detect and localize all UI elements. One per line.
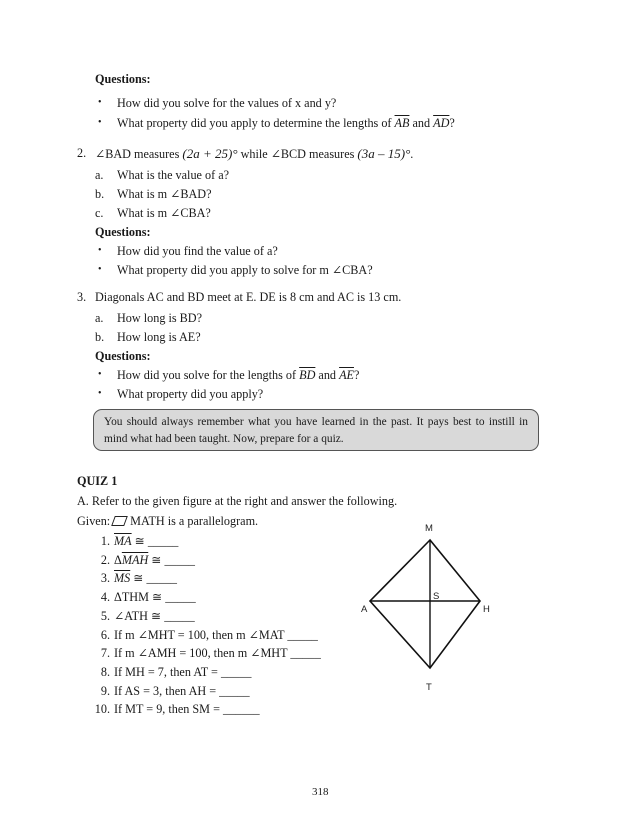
question-bullet: • What property did you apply? [117,387,263,402]
item-text: What is the value of a? [117,168,230,182]
page-number: 318 [312,786,329,798]
quiz-item-number: 6. [100,627,110,642]
quiz-item [84,684,250,699]
quiz-item [84,553,195,568]
reminder-callout: You should always remember what you have learned in the past. It pays best to instill in mind what had been taught. Now, prepare for a quiz. [93,409,539,451]
quiz-item-answer: ≅ _____ [131,534,179,548]
quiz-item-number: 5. [100,608,110,623]
quiz-item [84,609,195,624]
quiz-item-number: 1. [100,534,110,548]
quiz-item-text: If m ∠AMH = 100, then m ∠MHT _____ [114,646,321,661]
vertex-label-m: M [425,523,433,534]
problem-3-statement: Diagonals AC and BD meet at E. DE is 8 cm and AC is 13 cm. [95,290,402,304]
quiz-item-number: 9. [100,683,110,698]
quiz-item-segment: $\overline{MA}$ [114,534,132,548]
item-letter: c. [95,206,104,220]
quiz-item-segment: $\overline{MAH}$ [121,552,149,567]
given-label: Given: [77,514,111,528]
question-text: ? [449,116,455,130]
question-bullet: • How did you solve for the values of x and y? [117,96,336,111]
quiz-title: QUIZ 1 [77,474,118,488]
statement-text: . [410,147,414,161]
question-bullet: • How did you find the value of a? [117,244,278,259]
statement-text: ∠BAD measures [95,147,183,161]
quiz-item-text: If AS = 3, then AH = _____ [114,683,250,698]
question-bullet [117,116,455,131]
quiz-item-number: 3. [100,571,110,586]
problem-2-number: 2. [77,146,87,160]
item-text: How long is AE? [117,330,201,344]
item-letter: a. [95,311,104,325]
quiz-item-number: 10. [94,702,110,717]
segment-ab: $\overline{AB}$ [394,116,410,130]
item-text: What is m ∠CBA? [117,206,211,220]
quiz-item-text: If MT = 9, then SM = ______ [114,702,260,717]
rhombus-outline [370,540,480,668]
quiz-item-number: 4. [100,590,110,605]
quiz-item-number: 8. [100,664,110,679]
questions-heading: Questions: [95,72,151,86]
parallelogram-figure [355,520,505,695]
quiz-item [84,534,178,549]
vertex-label-s: S [433,591,440,602]
problem-3-number: 3. [77,290,87,304]
quiz-item [84,628,318,643]
question-bullet [117,368,359,383]
quiz-item [84,590,196,605]
quiz-item-number: 2. [100,552,110,567]
question-text: and [315,368,340,382]
questions-heading: Questions: [95,349,151,363]
quiz-item-answer: ≅ _____ [148,552,196,567]
segment-ae: $\overline{AE}$ [339,368,354,382]
vertex-label-h: H [483,604,490,615]
quiz-item [84,571,177,586]
question-text: and [409,116,434,130]
question-text: ? [353,368,360,382]
segment-bd: $\overline{BD}$ [299,368,316,382]
quiz-item [84,646,321,661]
quiz-item-number: 7. [100,646,110,661]
item-letter: b. [95,187,105,201]
quiz-instruction: A. Refer to the given figure at the right and answer the following. [77,494,398,508]
item-letter: b. [95,330,105,344]
quiz-item-text: ∠ATH ≅ _____ [114,608,195,623]
vertex-label-a: A [361,604,368,615]
quiz-item-text: If m ∠MHT = 100, then m ∠MAT _____ [114,627,318,642]
statement-text: while ∠BCD measures [237,147,358,161]
question-text: What property did you apply to determine the lengths of [117,116,395,130]
quiz-item-text: Δ [114,552,122,567]
given-text: MATH is a parallelogram. [130,514,259,528]
question-text: How did you solve for the lengths of [117,368,300,382]
expression-bcd: (3a – 15)° [357,146,411,161]
vertex-label-t: T [426,682,432,693]
quiz-item [84,702,260,717]
quiz-given [77,514,258,529]
questions-heading: Questions: [95,225,151,239]
item-letter: a. [95,168,104,182]
quiz-item-answer: ≅ _____ [130,571,178,586]
item-text: How long is BD? [117,311,202,325]
problem-2-statement [95,146,413,162]
quiz-item-text: ΔTHM ≅ _____ [114,590,196,605]
item-text: What is m ∠BAD? [117,187,212,201]
quiz-item [84,665,251,680]
parallelogram-icon [111,516,128,526]
segment-ad: $\overline{AD}$ [433,116,450,130]
quiz-item-text: If MH = 7, then AT = _____ [114,664,252,679]
question-bullet: • What property did you apply to solve for m ∠CBA? [117,263,373,278]
expression-bad: (2a + 25)° [182,146,238,161]
quiz-item-segment: $\overline{MS}$ [114,571,131,586]
